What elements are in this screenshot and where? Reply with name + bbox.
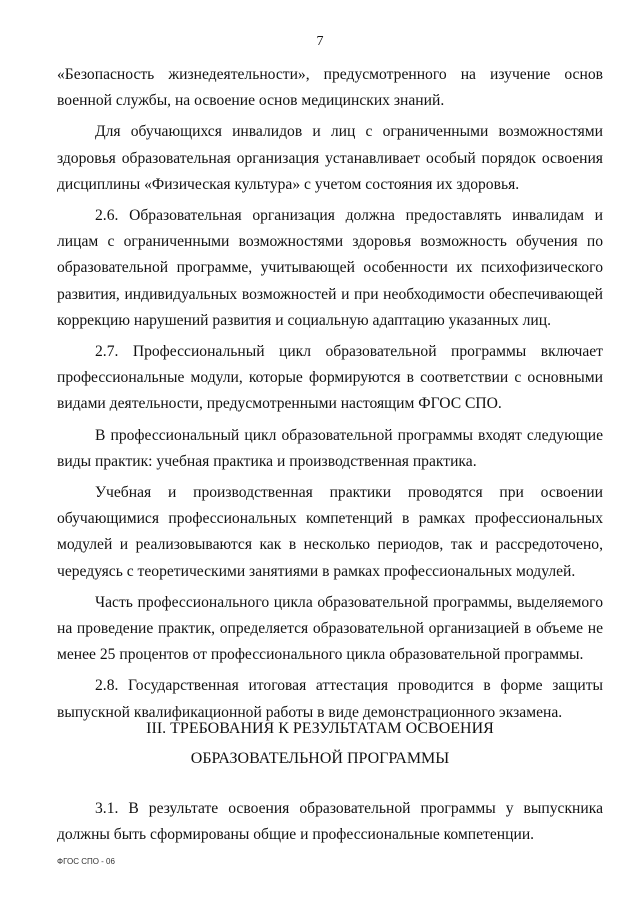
footer-document-code: ФГОС СПО - 06 bbox=[57, 857, 115, 866]
paragraph: 2.6. Образовательная организация должна предоставлять инвалидам и лицам с ограниченными возможностями здоровья возможность обучения по образовательной программе, учитывающей особенности их психофизического развития, индивидуальных возможностей и при необходимости обеспечивающей коррекцию нарушений развития и социальную адаптацию указанных лиц. bbox=[57, 207, 603, 329]
section-heading bbox=[0, 714, 640, 774]
section-heading-line: III. ТРЕБОВАНИЯ К РЕЗУЛЬТАТАМ ОСВОЕНИЯ bbox=[146, 720, 494, 737]
paragraph: Для обучающихся инвалидов и лиц с ограниченными возможностями здоровья образовательная организация устанавливает особый порядок освоения дисциплины «Физическая культура» с учетом состояния их здоровья. bbox=[57, 123, 603, 193]
paragraph: «Безопасность жизнедеятельности», предусмотренного на изучение основ военной службы, на освоение основ медицинских знаний. bbox=[57, 66, 603, 110]
document-body bbox=[57, 62, 603, 726]
section-body bbox=[57, 796, 603, 848]
paragraph: Часть профессионального цикла образовательной программы, выделяемого на проведение практик, определяется образовательной организацией в объеме не менее 25 процентов от профессионального цикла образовательной программы. bbox=[57, 593, 603, 664]
section-heading-line: ОБРАЗОВАТЕЛЬНОЙ ПРОГРАММЫ bbox=[190, 750, 450, 767]
paragraph: Учебная и производственная практики проводятся при освоении обучающимися профессиональных компетенций в рамках профессиональных модулей и реализовываются как в несколько периодов, так и рассредоточено, чередуясь с теоретическими занятиями в рамках профессиональных модулей. bbox=[57, 484, 603, 580]
page-number: 7 bbox=[316, 34, 324, 49]
paragraph: 2.8. Государственная итоговая аттестация проводится в форме защиты выпускной квалификационной работы в виде демонстрационного экзамена. bbox=[57, 677, 603, 721]
paragraph: В профессиональный цикл образовательной программы входят следующие виды практик: учебная практика и производственная практика. bbox=[57, 426, 603, 470]
paragraph: 2.7. Профессиональный цикл образовательной программы включает профессиональные модули, которые формируются в соответствии с основными видами деятельности, предусмотренными настоящим ФГОС СПО. bbox=[57, 343, 603, 413]
paragraph: 3.1. В результате освоения образовательной программы у выпускника должны быть сформированы общие и профессиональные компетенции. bbox=[57, 800, 603, 844]
